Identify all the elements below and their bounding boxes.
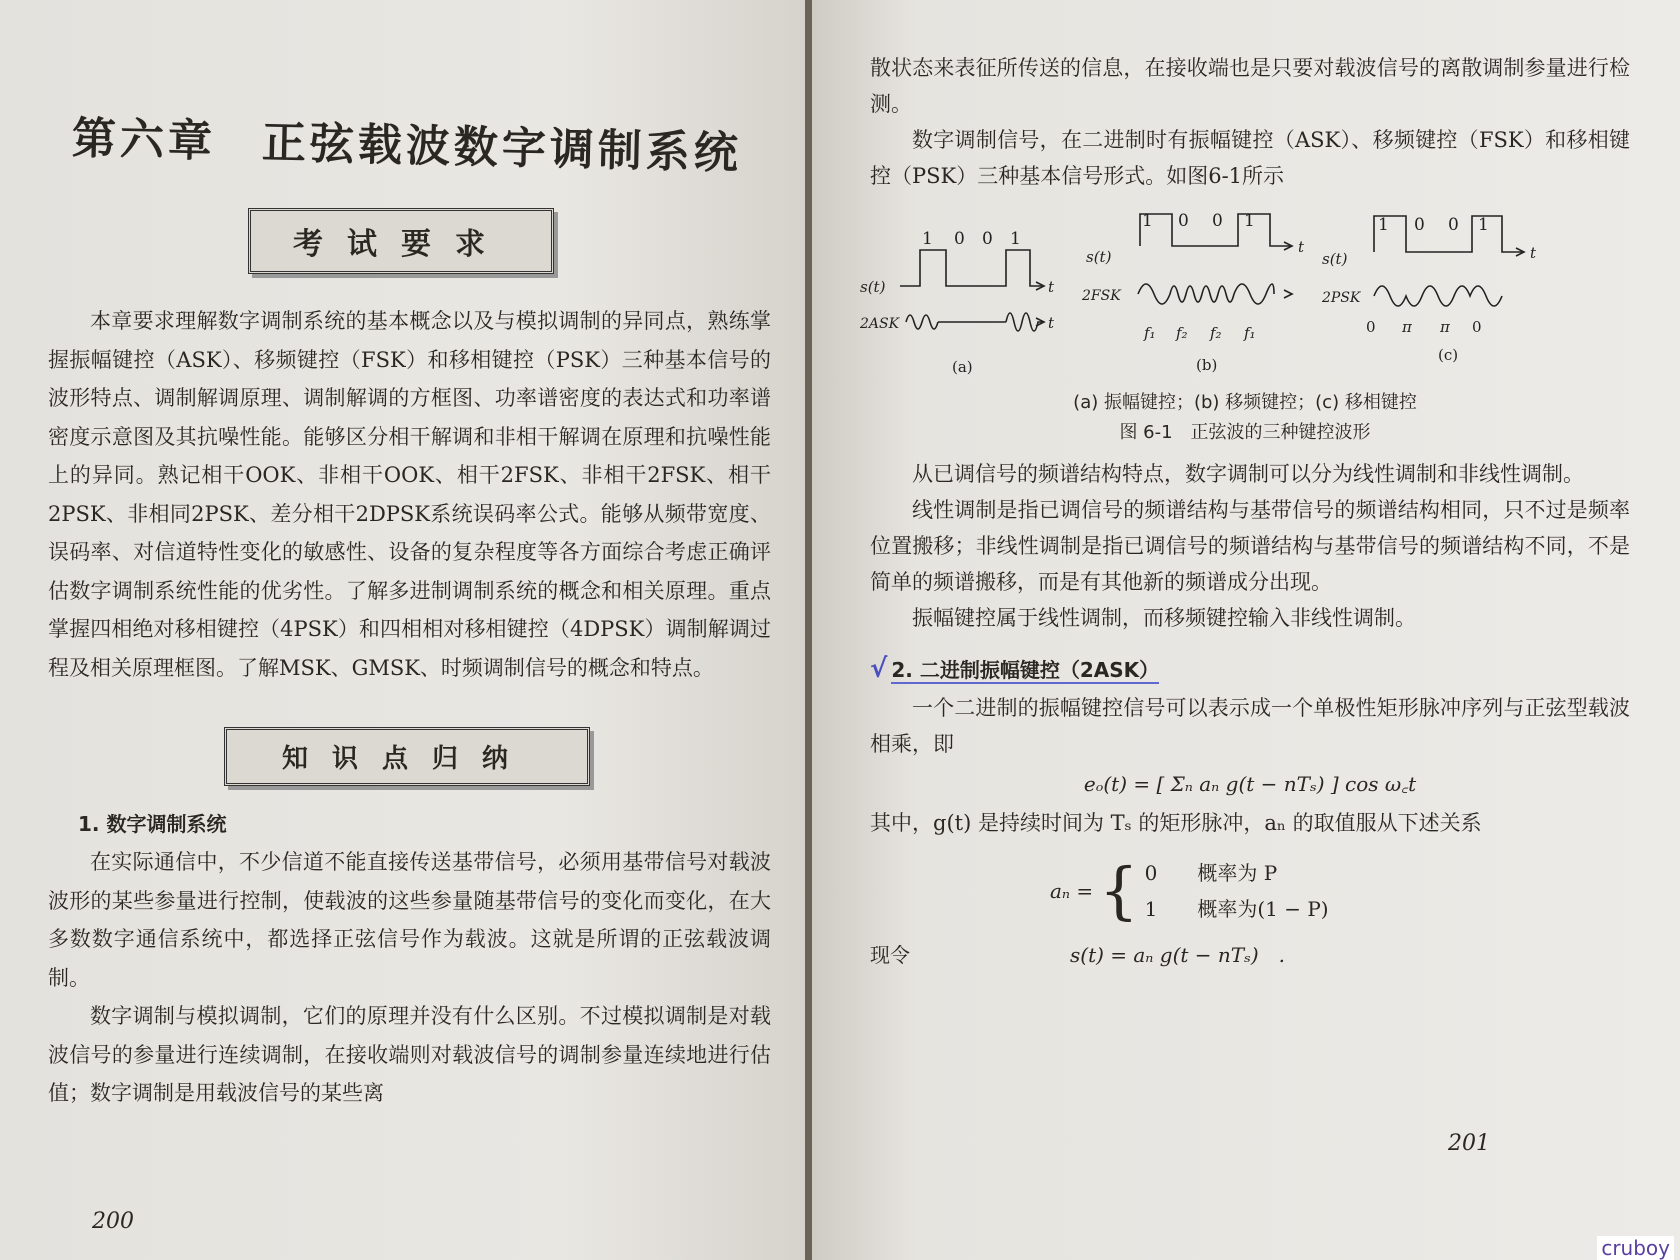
panel-b-axis-label: t	[1298, 238, 1305, 256]
panel-b-freq-3: f₂	[1210, 324, 1222, 342]
case-one: 1 概率为(1 − P)	[1144, 897, 1329, 921]
panel-a-bit-2: 0	[954, 229, 965, 249]
panel-c-bit-3: 0	[1448, 215, 1459, 235]
equation-s: s(t) = aₙ g(t − nTₛ) .	[1070, 943, 1285, 967]
watermark: cruboy	[1597, 1236, 1674, 1260]
let-line	[870, 939, 1630, 968]
panel-a-signal-label: s(t)	[860, 278, 886, 296]
section-1-paragraph-1: 在实际通信中，不少信道不能直接传送基带信号，必须用基带信号对载波波形的某些参量进行控制，使载波的这些参量随基带信号的变化而变化，在大多数数字通信系统中，都选择正弦信号作为载波。这就是所谓的正弦载波调制。	[48, 850, 771, 990]
an-lhs: aₙ =	[1050, 879, 1094, 903]
panel-c-phase-2: π	[1402, 318, 1412, 336]
case-zero: 0 概率为 P	[1144, 861, 1278, 885]
panel-a-bit-4: 1	[1010, 229, 1021, 249]
page-number-right: 201	[1448, 1131, 1490, 1156]
panel-a-axis-label: t	[1048, 278, 1055, 296]
panel-c-phase-4: 0	[1472, 318, 1482, 336]
panel-c-bit-2: 0	[1414, 215, 1425, 235]
panel-b-fsk-waveform	[1138, 284, 1274, 304]
linear-modulation-paragraph: 线性调制是指已调信号的频谱结构与基带信号的频谱结构相同，只不过是频率位置搬移；非线性调制是指已调信号的频谱结构与基带信号的频谱结构不同，不是简单的频谱搬移，而是有其他新的频谱成分出现。	[870, 498, 1630, 594]
section-2-title: 2. 二进制振幅键控（2ASK）	[891, 658, 1160, 682]
knowledge-summary-heading: 知识点归纳	[224, 727, 590, 786]
ask-linear-paragraph: 振幅键控属于线性调制，而移频键控输入非线性调制。	[912, 606, 1416, 630]
an-cases-equation	[1050, 855, 1630, 927]
panel-a-bit-1: 1	[922, 229, 933, 249]
panel-c-bit-4: 1	[1478, 215, 1489, 235]
signal-forms-paragraph: 数字调制信号，在二进制时有振幅键控（ASK）、移频键控（FSK）和移相键控（PSK）三种基本信号形式。如图6-1所示	[870, 128, 1630, 188]
chapter-name: 正弦载波数字调制系统	[261, 117, 743, 180]
section-1-paragraph-2: 数字调制与模拟调制，它们的原理并没有什么区别。不过模拟调制是对载波信号的参量进行连续调制，在接收端则对载波信号的调制参量连续地进行估值；数字调制是用载波信号的某些离	[48, 1004, 771, 1105]
chapter-number: 第六章	[71, 113, 217, 168]
exam-requirements-text: 本章要求理解数字调制系统的基本概念以及与模拟调制的异同点，熟练掌握振幅键控（ASK）、移频键控（FSK）和移相键控（PSK）三种基本信号的波形特点、调制解调原理、调制解调的方框图、功率谱密度的表达式和功率谱密度示意图及其抗噪性能。能够区分相干解调和非相干解调在原理和抗噪性能上的异同。熟记相干OOK、非相干OOK、相干2FSK、非相干2FSK、相干2PSK、非相同2PSK、差分相干2DPSK系统误码率公式。能够从频带宽度、误码率、对信道特性变化的敏感性、设备的复杂程度等各方面综合考虑正确评估数字调制系统性能的优劣性。了解多进制调制系统的概念和相关原理。重点掌握四相绝对移相键控（4PSK）和四相相对移相键控（4DPSK）调制解调过程及相关原理框图。了解MSK、GMSK、时频调制信号的概念和特点。	[48, 309, 771, 680]
page-number-left: 200	[92, 1209, 134, 1234]
2ask-intro-paragraph: 一个二进制的振幅键控信号可以表示成一个单极性矩形脉冲序列与正弦型载波相乘，即	[870, 696, 1630, 756]
exam-requirements-heading: 考试要求	[248, 208, 554, 274]
figure-caption: 图 6-1 正弦波的三种键控波形	[1119, 422, 1371, 443]
panel-a-bit-3: 0	[982, 229, 993, 249]
panel-c-phase-3: π	[1440, 318, 1450, 336]
equation-eo: eₒ(t) = [ Σₙ aₙ g(t − nTₛ) ] cos ω꜀t	[1083, 772, 1417, 796]
panel-a	[900, 250, 1044, 331]
panel-b-freq-4: f₁	[1244, 324, 1256, 342]
panel-c-signal-label: s(t)	[1322, 250, 1348, 268]
panel-c-axis-label: t	[1530, 244, 1537, 262]
panel-c-psk-waveform	[1374, 286, 1502, 306]
panel-b-bit-3: 0	[1212, 211, 1223, 231]
panel-a-binary-signal	[900, 250, 1042, 286]
panel-b-bit-1: 1	[1142, 211, 1153, 231]
panel-a-ask-waveform	[906, 313, 1042, 331]
figure-6-1	[860, 204, 1630, 444]
panel-b-bit-2: 0	[1178, 211, 1189, 231]
spectrum-paragraph: 从已调信号的频谱结构特点，数字调制可以分为线性调制和非线性调制。	[912, 462, 1584, 486]
check-mark-icon: √	[870, 654, 888, 684]
panel-b-signal-label: s(t)	[1086, 248, 1112, 266]
panel-c-bit-1: 1	[1378, 215, 1389, 235]
panel-a-mod-label: 2ASK	[860, 316, 900, 332]
panel-b-freq-1: f₁	[1144, 324, 1156, 342]
panel-b-caption: (b)	[1196, 356, 1218, 374]
panel-a-caption: (a)	[952, 358, 973, 376]
cases-list	[1145, 855, 1329, 927]
panel-a-mod-axis-label: t	[1048, 314, 1055, 332]
where-paragraph: 其中，g(t) 是持续时间为 Tₛ 的矩形脉冲，aₙ 的取值服从下述关系	[870, 811, 1482, 835]
keying-waveforms-diagram	[860, 204, 1620, 382]
chapter-title	[71, 102, 771, 182]
cases-brace: {	[1099, 854, 1139, 927]
continued-paragraph: 散状态来表征所传送的信息，在接收端也是只要对载波信号的离散调制参量进行检测。	[870, 56, 1630, 116]
section-2-heading	[870, 654, 1630, 684]
right-page	[812, 0, 1680, 1260]
panel-c-mod-label: 2PSK	[1322, 290, 1361, 306]
figure-legend: (a) 振幅键控；(b) 移频键控；(c) 移相键控	[1073, 392, 1417, 413]
panel-b-bit-4: 1	[1244, 211, 1255, 231]
section-1-heading: 1. 数字调制系统	[78, 812, 227, 836]
panel-b-mod-label: 2FSK	[1082, 288, 1121, 304]
panel-b-fsk-arrow	[1284, 290, 1292, 298]
panel-b-freq-2: f₂	[1176, 324, 1188, 342]
panel-c-phase-1: 0	[1366, 318, 1376, 336]
let-label: 现令	[870, 943, 910, 967]
panel-c-caption: (c)	[1438, 346, 1459, 364]
left-page	[0, 0, 805, 1260]
